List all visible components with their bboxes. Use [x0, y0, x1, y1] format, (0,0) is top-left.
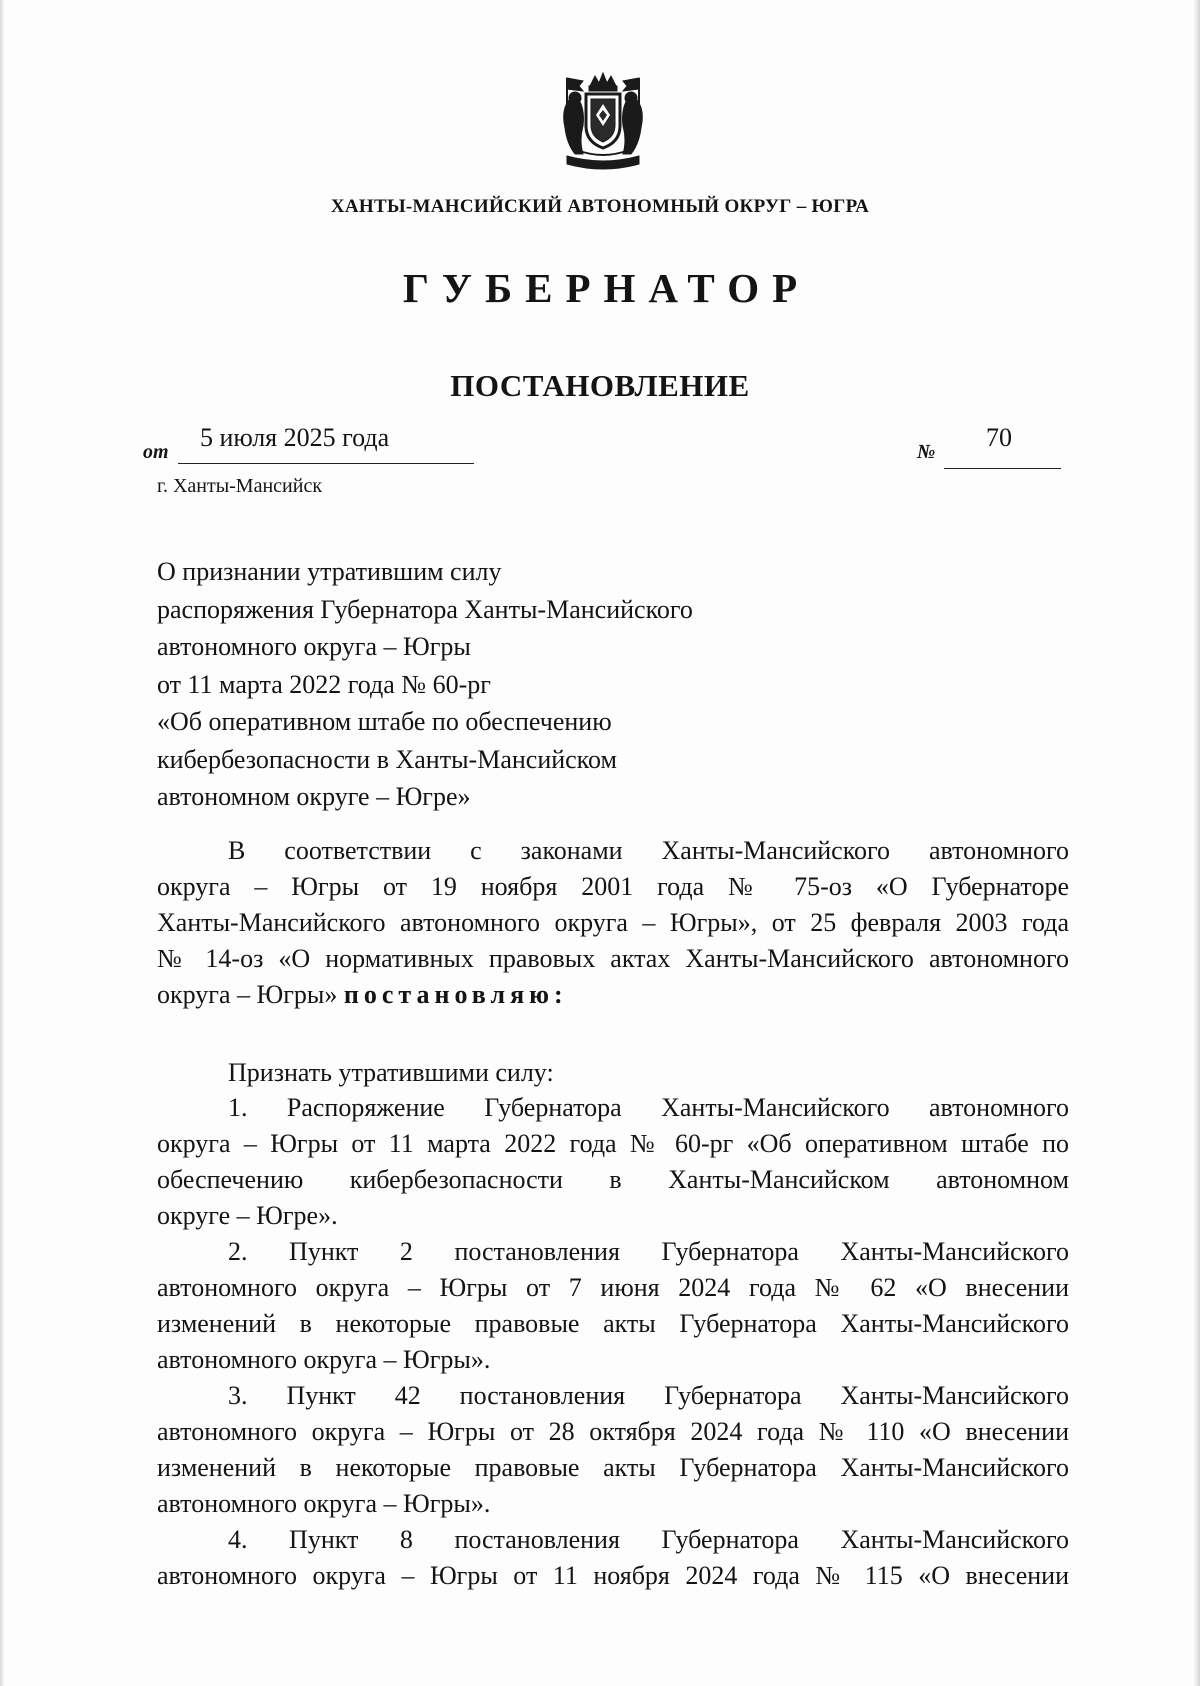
document-number: 70	[986, 423, 1012, 452]
paragraph-line: № 14-оз «О нормативных правовых актах Ханты-Мансийского автономного	[157, 944, 1069, 973]
list-item	[157, 1378, 1069, 1522]
paragraph-line: автономного округа – Югры от 7 июня 2024 года № 62 «О внесении	[157, 1273, 1069, 1302]
number-underline	[944, 468, 1061, 469]
date-label: от	[143, 441, 169, 463]
list-item	[157, 1522, 1069, 1594]
scan-edge-left	[0, 0, 4, 1686]
document-city: г. Ханты-Мансийск	[157, 475, 323, 497]
resolve-word: постановляю:	[343, 980, 568, 1009]
paragraph-line: 4. Пункт 8 постановления Губернатора Ханты-Мансийского	[228, 1525, 1069, 1554]
paragraph-line: изменений в некоторые правовые акты Губернатора Ханты-Мансийского	[157, 1453, 1069, 1482]
paragraph-line: 1. Распоряжение Губернатора Ханты-Мансийского автономного	[228, 1093, 1069, 1122]
paragraph-line: 2. Пункт 2 постановления Губернатора Ханты-Мансийского	[228, 1237, 1069, 1266]
document-subject	[157, 553, 777, 816]
subject-line: автономного округа – Югры	[157, 632, 471, 661]
paragraph-line: Признать утратившими силу:	[228, 1058, 554, 1087]
coat-of-arms-icon	[553, 70, 653, 175]
subject-line: автономном округе – Югре»	[157, 782, 471, 811]
paragraph-line: обеспечению кибербезопасности в Ханты-Мансийском автономном	[157, 1165, 1069, 1194]
paragraph-line: округа – Югры от 11 марта 2022 года № 60-рг «Об оперативном штабе по	[157, 1129, 1069, 1158]
document-type: ПОСТАНОВЛЕНИЕ	[450, 368, 750, 403]
paragraph-line: В соответствии с законами Ханты-Мансийского автономного	[228, 836, 1069, 865]
paragraph-line: Ханты-Мансийского автономного округа – Югры», от 25 февраля 2003 года	[157, 908, 1069, 937]
paragraph-line: округа – Югры от 19 ноября 2001 года № 75-оз «О Губернаторе	[157, 872, 1069, 901]
paragraph-line: автономного округа – Югры от 28 октября 2024 года № 110 «О внесении	[157, 1417, 1069, 1446]
authority-title: ГУБЕРНАТОР	[402, 265, 811, 311]
paragraph-line: изменений в некоторые правовые акты Губернатора Ханты-Мансийского	[157, 1309, 1069, 1338]
subject-line: «Об оперативном штабе по обеспечению	[157, 707, 612, 736]
region-name: ХАНТЫ-МАНСИЙСКИЙ АВТОНОМНЫЙ ОКРУГ – ЮГРА	[330, 196, 870, 217]
paragraph-line: автономного округа – Югры».	[157, 1489, 491, 1518]
subject-line: распоряжения Губернатора Ханты-Мансийского	[157, 594, 693, 624]
document-date: 5 июля 2025 года	[200, 423, 390, 452]
date-underline	[178, 463, 474, 464]
subject-line: от 11 марта 2022 года № 60-рг	[157, 669, 491, 699]
subject-line: кибербезопасности в Ханты-Мансийском	[157, 744, 617, 774]
paragraph-line: автономного округа – Югры».	[157, 1345, 491, 1374]
subject-line: О признании утратившим силу	[157, 557, 502, 586]
list-item	[157, 1234, 1069, 1378]
paragraph-line: 3. Пункт 42 постановления Губернатора Ханты-Мансийского	[228, 1381, 1069, 1410]
paragraph-line: округа – Югры» постановляю:	[157, 980, 568, 1009]
items-intro	[157, 1055, 1069, 1091]
preamble-paragraph	[157, 833, 1069, 1013]
number-label: №	[917, 441, 936, 463]
list-item	[157, 1090, 1069, 1234]
paragraph-line: округе – Югре».	[157, 1201, 338, 1230]
paragraph-line: автономного округа – Югры от 11 ноября 2024 года № 115 «О внесении	[157, 1561, 1069, 1590]
scan-edge-right	[1194, 0, 1200, 1686]
